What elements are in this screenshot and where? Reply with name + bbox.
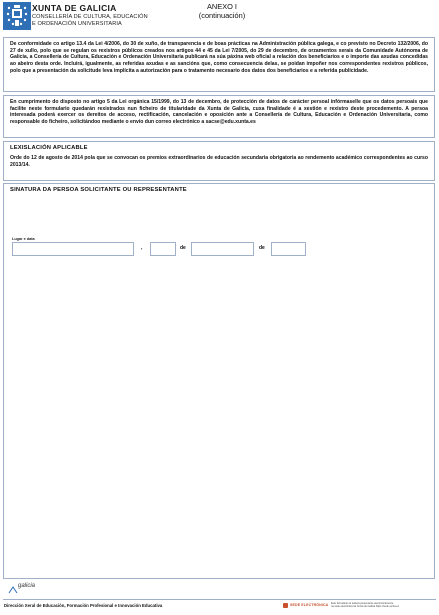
comma-separator: , (141, 245, 143, 251)
applicable-legislation-box (3, 141, 435, 181)
brand-name: XUNTA DE GALICIA (32, 3, 117, 13)
applicable-legislation-title: LEXISLACIÓN APLICABLE (10, 145, 88, 151)
transparency-notice-text: De conformidade co artigo 13.4 da Lei 4/2006, do 30 de xuño, de transparencia e de boas prácticas na Administración pública galega, e co previsto no Decreto 132/2006, do 27 de xullo, polo que se regulan os rexistros públicos creados nos artigos 44 e 45 da Lei 7/2005, do 29 de decembro, de orzamentos xerais da Comunidade Autónoma de Galicia, a Consellería de Cultura, Educación e Ordenación Universitaria publicará na súa páxina web oficial a relación dos beneficiarios e o importe das axudas concedidas ao abeiro desta orde. Incluirá, igualmente, as referidas axudas e as sancións que, como consecuencia delas, se poidan impoñer nos correspondentes rexistros públicos, polo que a presentación da solicitude leva implícita a autorización para o tratamento necesario dos datos dos beneficiarios e a referida publicidade. (10, 41, 428, 74)
de-separator-1: de (180, 245, 186, 251)
electronic-office-note (331, 602, 437, 608)
annex-title (196, 2, 248, 20)
page-header (0, 0, 439, 34)
footer-department: Dirección Xeral de Educación, Formación Profesional e Innovación Educativa (4, 603, 163, 608)
annex-title-continuation: (continuación) (198, 11, 246, 20)
annex-title-main: ANEXO I (207, 2, 237, 11)
de-separator-2: de (259, 245, 265, 251)
transparency-notice-box (3, 37, 435, 92)
signature-title: SINATURA DA PERSOA SOLICITANTE OU REPRESENTANTE (10, 187, 187, 193)
footer-divider (3, 599, 436, 600)
data-protection-notice-box (3, 95, 435, 138)
brand-department-line-1: CONSELLERÍA DE CULTURA, EDUCACIÓN (32, 14, 148, 20)
electronic-office-note-line-2: na sede electrónica da Xunta de Galicia https://sede.xunta.es (331, 605, 399, 609)
signature-box (3, 183, 435, 579)
brand-department-line-2: E ORDENACIÓN UNIVERSITARIA (32, 21, 122, 27)
electronic-office-note-line-1: Este formulario só poderá presentarse electronicamente (331, 602, 394, 605)
data-protection-notice-text: En cumprimento do disposto no artigo 5 da Lei orgánica 15/1999, do 13 de decembro, de protección de datos de carácter persoal infórmaselle que os datos persoais que facilite neste formulario quedarán rexistrados nun ficheiro de titularidade da Xunta de Galicia, cuxa finalidade é a xestión e rexistro deste procedemento. A persoa interesada poderá exercer os dereitos de acceso, rectificación, cancelación e oposición ante a Consellería de Cultura, Educación e Ordenación Universitaria, como responsable do ficheiro, solicitándoo mediante o envío dun correo electrónico a sacse@edu.xunta.es (10, 99, 428, 126)
day-field[interactable] (150, 242, 176, 256)
month-field[interactable] (191, 242, 254, 256)
applicable-legislation-text: Orde do 12 de agosto de 2014 pola que se convocan os premios extraordinarios de educación secundaria obrigatoria ao rendemento académico correspondentes ao curso 2013/14. (10, 155, 428, 168)
galicia-logo-text: galicia (18, 583, 36, 589)
electronic-office-label[interactable]: SEDE ELECTRÓNICA (290, 603, 329, 607)
place-field[interactable] (12, 242, 134, 256)
place-date-label: Lugar e data (12, 237, 35, 241)
xunta-coat-of-arms-icon (3, 2, 31, 30)
year-field[interactable] (271, 242, 306, 256)
electronic-office-icon (283, 603, 288, 608)
brand-department (32, 14, 148, 28)
galicia-logo-icon (8, 582, 18, 592)
